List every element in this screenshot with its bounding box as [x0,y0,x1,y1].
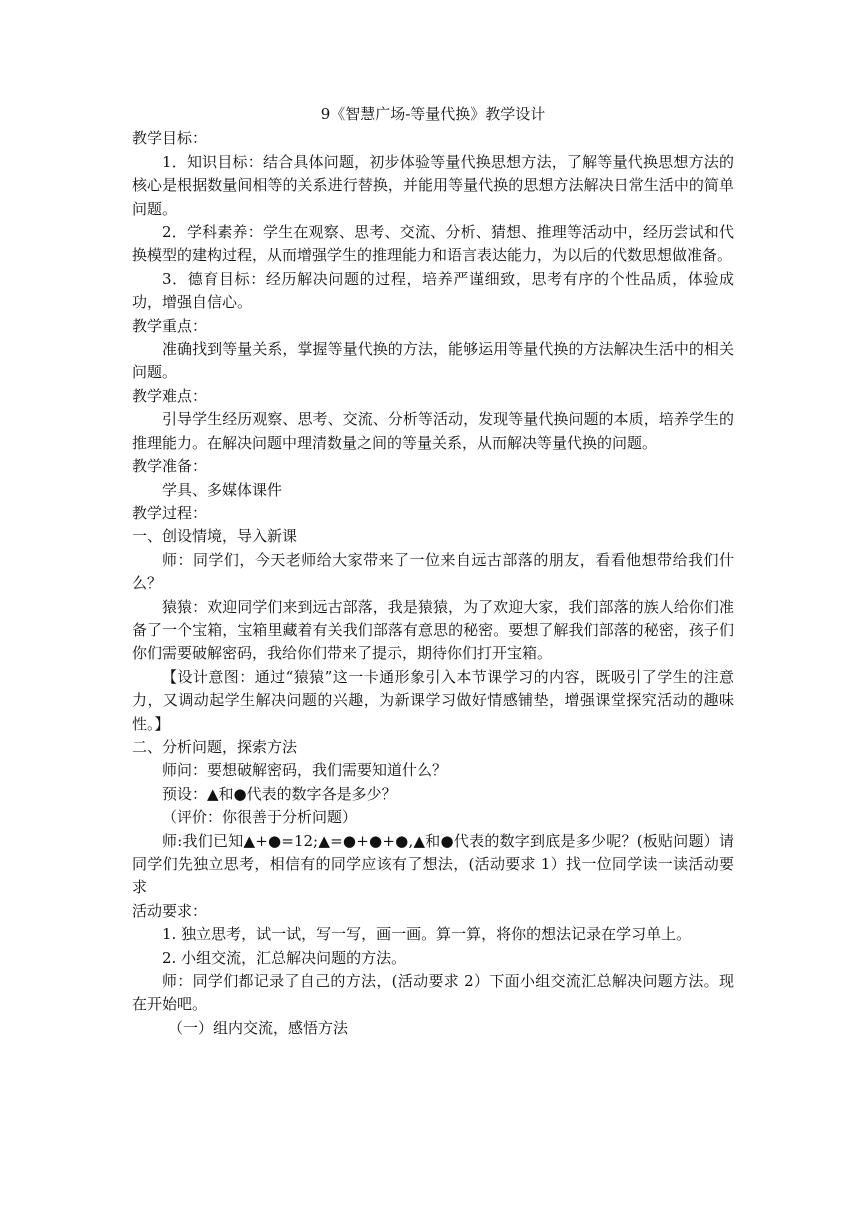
document-title: 9《智慧广场-等量代换》教学设计 [320,105,546,123]
part2-heading: 二、分析问题，探索方法 [132,737,298,756]
objective-3: 3．德育目标：经历解决问题的过程，培养严谨细致，思考有序的个性品质，体验成功，增强自信心。 [132,269,734,312]
objective-1: 1．知识目标：结合具体问题，初步体验等量代换思想方法，了解等量代换思想方法的核心是根据数量间相等的关系进行替换，并能用等量代换的思想方法解决日常生活中的简单问题。 [132,152,734,218]
objectives-heading: 教学目标： [132,129,208,148]
prep-text: 学具、多媒体课件 [162,480,283,499]
activity-2: 2. 小组交流，汇总解决问题的方法。 [162,948,407,967]
difficulty-heading: 教学难点： [132,386,208,405]
difficulty-text: 引导学生经历观察、思考、交流、分析等活动，发现等量代换问题的本质，培养学生的推理能力。在解决问题中理清数量之间的等量关系，从而解决等量代换的问题。 [132,410,734,452]
activity-heading: 活动要求： [132,901,208,920]
process-heading: 教学过程： [132,503,208,522]
part2-evaluation: （评价：你很善于分析问题） [162,808,358,827]
objective-2: 2．学科素养：学生在观察、思考、交流、分析、猜想、推理等活动中，经历尝试和代换模型的建构过程，从而增强学生的推理能力和语言表达能力，为以后的代数思想做准备。 [132,223,734,265]
activity-1: 1. 独立思考，试一试，写一写，画一画。算一算，将你的想法记录在学习单上。 [162,925,692,944]
key-text: 准确找到等量关系，掌握等量代换的方法，能够运用等量代换的方法解决生活中的相关问题。 [132,340,734,382]
sub1-heading: （一）组内交流，感悟方法 [168,1018,349,1037]
part2-question: 师问：要想破解密码，我们需要知道什么？ [162,761,448,780]
document-page [132,103,734,1040]
part1-design-intent: 【设计意图：通过“猿猿”这一卡通形象引入本节课学习的内容，既吸引了学生的注意力，又调动起学生解决问题的兴趣，为新课学习做好情感铺垫，增强课堂探究活动的趣味性。】 [132,667,734,733]
part2-teacher-2: 师：同学们都记录了自己的方法，(活动要求 2）下面小组交流汇总解决问题方法。现在开始吧。 [132,972,734,1014]
key-heading: 教学重点： [132,316,208,335]
part1-teacher: 师：同学们，今天老师给大家带来了一位来自远古部落的朋友，看看他想带给我们什么？ [132,550,734,593]
part2-preset: 预设：▲和●代表的数字各是多少？ [162,784,397,803]
part2-teacher: 师:我们已知▲+●=12;▲=●+●+●,▲和●代表的数字到底是多少呢？(板贴问题）请同学们先独立思考，相信有的同学应该有了想法，(活动要求 1）找一位同学读一读活动要求 [132,831,734,897]
part1-yuanyuan: 猿猿：欢迎同学们来到远古部落，我是猿猿，为了欢迎大家，我们部落的族人给你们准备了一个宝箱，宝箱里藏着有关我们部落有意思的秘密。要想了解我们部落的秘密，孩子们你们需要破解密码，我给你们带来了提示，期待你们打开宝箱。 [132,597,734,663]
prep-heading: 教学准备： [132,457,208,476]
part1-heading: 一、创设情境，导入新课 [132,527,298,546]
